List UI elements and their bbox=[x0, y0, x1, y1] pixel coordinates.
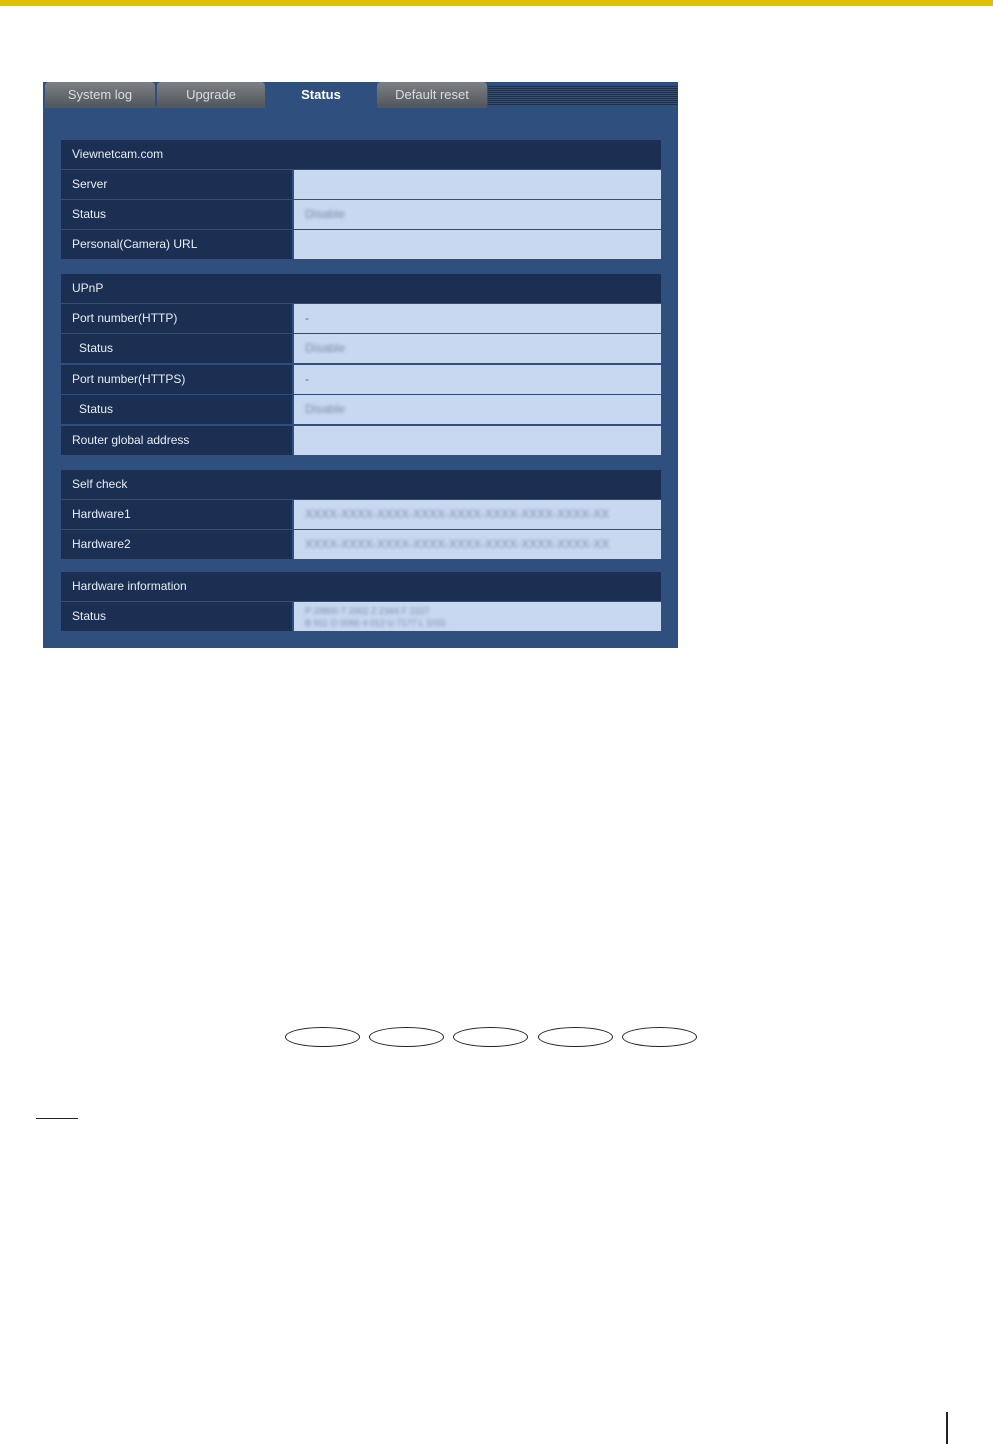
https-port-value: - bbox=[294, 365, 661, 394]
hardware1-label: Hardware1 bbox=[61, 500, 292, 529]
server-value bbox=[294, 170, 661, 199]
model-badge-1 bbox=[285, 1027, 360, 1047]
hwinfo-status-line1: P 29800 T 2002 Z 2344 F 2227 bbox=[305, 606, 430, 616]
http-port-value: - bbox=[294, 304, 661, 333]
tab-status[interactable]: Status bbox=[267, 82, 375, 108]
server-label: Server bbox=[61, 170, 292, 199]
viewnetcam-status-text: Disable bbox=[305, 207, 346, 221]
router-address-label: Router global address bbox=[61, 426, 292, 455]
https-status-text: Disable bbox=[305, 402, 346, 416]
tab-system-log[interactable]: System log bbox=[45, 82, 155, 106]
note-underline bbox=[36, 1118, 78, 1119]
hardware1-value bbox=[294, 500, 661, 529]
section-header-self-check: Self check bbox=[61, 470, 661, 499]
https-status-label: Status bbox=[61, 395, 292, 424]
page-number-rule bbox=[946, 1412, 948, 1444]
http-port-label: Port number(HTTP) bbox=[61, 304, 292, 333]
router-address-value bbox=[294, 426, 661, 455]
tab-strip-decoration bbox=[488, 86, 678, 106]
hardware2-value bbox=[294, 530, 661, 559]
https-port-label: Port number(HTTPS) bbox=[61, 365, 292, 394]
http-status-value bbox=[294, 334, 661, 363]
http-status-text: Disable bbox=[305, 341, 346, 355]
hwinfo-status-value bbox=[294, 602, 661, 631]
viewnetcam-status-value bbox=[294, 200, 661, 229]
top-accent-bar bbox=[0, 0, 993, 6]
http-status-label: Status bbox=[61, 334, 292, 363]
model-badge-2 bbox=[369, 1027, 444, 1047]
tab-upgrade[interactable]: Upgrade bbox=[157, 82, 265, 106]
model-badge-3 bbox=[453, 1027, 528, 1047]
hardware2-label: Hardware2 bbox=[61, 530, 292, 559]
hwinfo-status-label: Status bbox=[61, 602, 292, 631]
model-badge-4 bbox=[538, 1027, 613, 1047]
viewnetcam-status-label: Status bbox=[61, 200, 292, 229]
hwinfo-status-line2: B 911 O 0066 4 012 U 7177 L 1031 bbox=[305, 618, 447, 628]
hardware2-text: XXXX-XXXX-XXXX-XXXX-XXXX-XXXX-XXXX-XXXX-XX bbox=[305, 537, 610, 551]
section-header-hardware-info: Hardware information bbox=[61, 572, 661, 601]
section-header-viewnetcam: Viewnetcam.com bbox=[61, 140, 661, 169]
section-header-upnp: UPnP bbox=[61, 274, 661, 303]
model-badge-5 bbox=[622, 1027, 697, 1047]
camera-url-label: Personal(Camera) URL bbox=[61, 230, 292, 259]
tab-strip bbox=[43, 82, 678, 108]
tab-divider bbox=[377, 106, 487, 108]
tab-default-reset[interactable]: Default reset bbox=[377, 82, 487, 106]
tab-divider bbox=[45, 106, 265, 108]
camera-url-value bbox=[294, 230, 661, 259]
https-status-value bbox=[294, 395, 661, 424]
hardware1-text: XXXX-XXXX-XXXX-XXXX-XXXX-XXXX-XXXX-XXXX-XX bbox=[305, 507, 610, 521]
status-settings-panel bbox=[43, 82, 678, 648]
